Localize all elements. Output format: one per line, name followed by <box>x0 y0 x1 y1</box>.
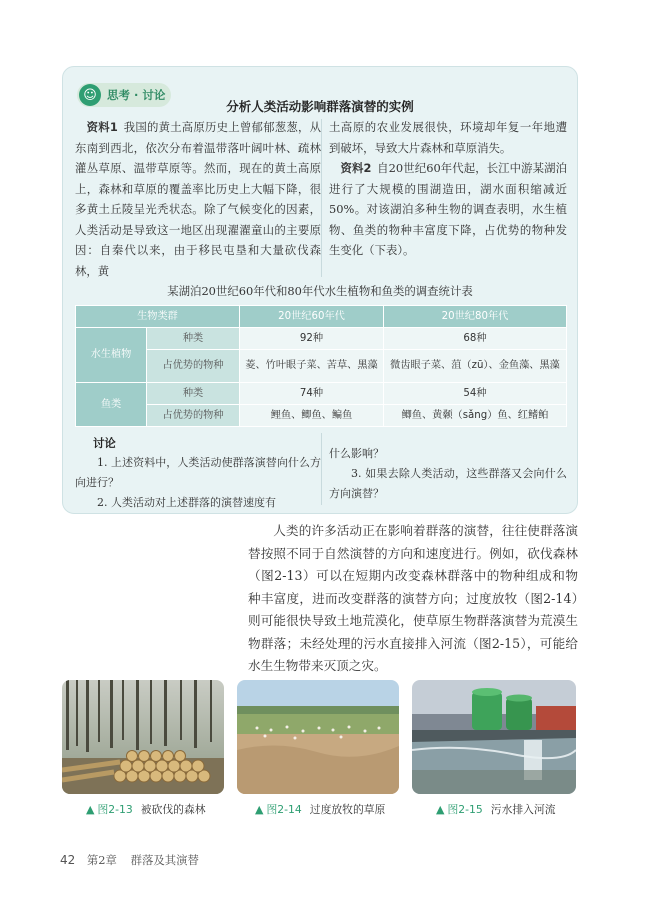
think-discuss-box <box>62 66 578 514</box>
figure-caption <box>255 802 385 817</box>
figure-caption <box>436 802 556 817</box>
figure-caption-text: 过度放牧的草原 <box>309 803 386 816</box>
group-fish: 鱼类 <box>76 383 147 427</box>
table-header-row <box>76 306 567 328</box>
table-header-80s: 20世纪80年代 <box>383 306 566 328</box>
table-row <box>76 328 567 350</box>
material-2-label: 资料2 <box>340 161 372 175</box>
column-divider <box>321 433 322 505</box>
survey-table <box>75 305 567 427</box>
triangle-icon: ▲ <box>436 803 445 816</box>
material-1 <box>75 117 321 281</box>
box-title: 分析人类活动影响群落演替的实例 <box>226 99 414 114</box>
table-row <box>76 383 567 405</box>
discussion-right <box>329 444 567 504</box>
figure-number: 图2-13 <box>97 803 133 816</box>
material-2-text: 自20世纪60年代起，长江中游某湖泊进行了大规模的围湖造田，湖水面积缩减近50%。对该湖泊多种生物的调查表明，水生植物、鱼类的物种丰富度下降，占优势的物种发生变化（下表）。 <box>329 161 567 257</box>
cell-value: 菱、竹叶眼子菜、苦草、黑藻 <box>240 350 384 383</box>
cell-value: 68种 <box>383 328 566 350</box>
figure-caption <box>86 802 206 817</box>
cell-value: 74种 <box>240 383 384 405</box>
cell-value: 54种 <box>383 383 566 405</box>
table-header-60s: 20世纪60年代 <box>240 306 384 328</box>
main-paragraph-text: 人类的许多活动正在影响着群落的演替，往往使群落演替按照不同于自然演替的方向和速度进行。例如，砍伐森林（图2-13）可以在短期内改变森林群落中的物种组成和物种丰富度，进而改变群落的演替方向；过度放牧（图2-14）则可能很快导致土地荒漠化，使草原生物群落演替为荒漠生物群落；未经处理的污水直接排入河流（图2-15），可能给水生生物带来灭顶之灾。 <box>248 523 578 673</box>
cell-value: 92种 <box>240 328 384 350</box>
figure-number: 图2-15 <box>447 803 483 816</box>
figure-caption-text: 污水排入河流 <box>490 803 556 816</box>
table-title: 某湖泊20世纪60年代和80年代水生植物和鱼类的调查统计表 <box>167 284 473 298</box>
table-row <box>76 350 567 383</box>
badge-label: 思考 · 讨论 <box>107 88 166 102</box>
discussion-question-2: 2. 人类活动对上述群落的演替速度有 <box>97 496 276 509</box>
material-2 <box>329 158 567 261</box>
table-header-group: 生物类群 <box>76 306 240 328</box>
logged-forest-photo <box>62 680 224 794</box>
chapter-title: 群落及其演替 <box>130 853 199 867</box>
group-aquatic-plants: 水生植物 <box>76 328 147 383</box>
discussion-left <box>75 453 321 513</box>
sewage-river-photo <box>412 680 576 794</box>
cell-value: 鲫鱼、黄颡（sǎng）鱼、红鳍鲌 <box>383 405 566 427</box>
figure-caption-text: 被砍伐的森林 <box>140 803 206 816</box>
row-label: 占优势的物种 <box>147 350 240 383</box>
row-label: 种类 <box>147 383 240 405</box>
discussion-question-2-cont: 什么影响？ <box>329 447 384 460</box>
row-label: 占优势的物种 <box>147 405 240 427</box>
table-row <box>76 405 567 427</box>
cell-value: 微齿眼子菜、菹（zū）、金鱼藻、黑藻 <box>383 350 566 383</box>
column-divider <box>321 119 322 277</box>
discussion-label: 讨论 <box>93 436 116 450</box>
lightbulb-icon: ☺ <box>79 84 101 106</box>
overgrazed-grassland-photo <box>237 680 399 794</box>
chapter-number: 第2章 <box>86 853 117 867</box>
material-1-continued: 土高原的农业发展很快，环境却年复一年地遭到破坏，导致大片森林和草原消失。 <box>329 120 567 155</box>
figure-number: 图2-14 <box>266 803 302 816</box>
discussion-question-3: 3. 如果去除人类活动，这些群落又会向什么方向演替？ <box>329 467 567 500</box>
cell-value: 鲤鱼、鲫鱼、鳊鱼 <box>240 405 384 427</box>
main-paragraph <box>248 520 578 678</box>
triangle-icon: ▲ <box>86 803 95 816</box>
material-1-text: 我国的黄土高原历史上曾郁郁葱葱，从东南到西北，依次分布着温带落叶阔叶林、疏林灌丛草原、温带草原等。然而，现在的黄土高原上，森林和草原的覆盖率比历史上大幅下降，很多黄土丘陵呈光秃状态。除了气候变化的因素，人类活动是导致这一地区出现濯濯童山的主要原因：自秦代以来，由于移民屯垦和大量砍伐森林，黄 <box>75 120 321 278</box>
material-1-label: 资料1 <box>86 120 118 134</box>
row-label: 种类 <box>147 328 240 350</box>
material-column-right <box>329 117 567 261</box>
page-number: 42 <box>60 853 76 867</box>
discussion-question-1: 1. 上述资料中，人类活动使群落演替向什么方向进行？ <box>75 456 321 489</box>
triangle-icon: ▲ <box>255 803 264 816</box>
page-footer <box>60 852 199 868</box>
